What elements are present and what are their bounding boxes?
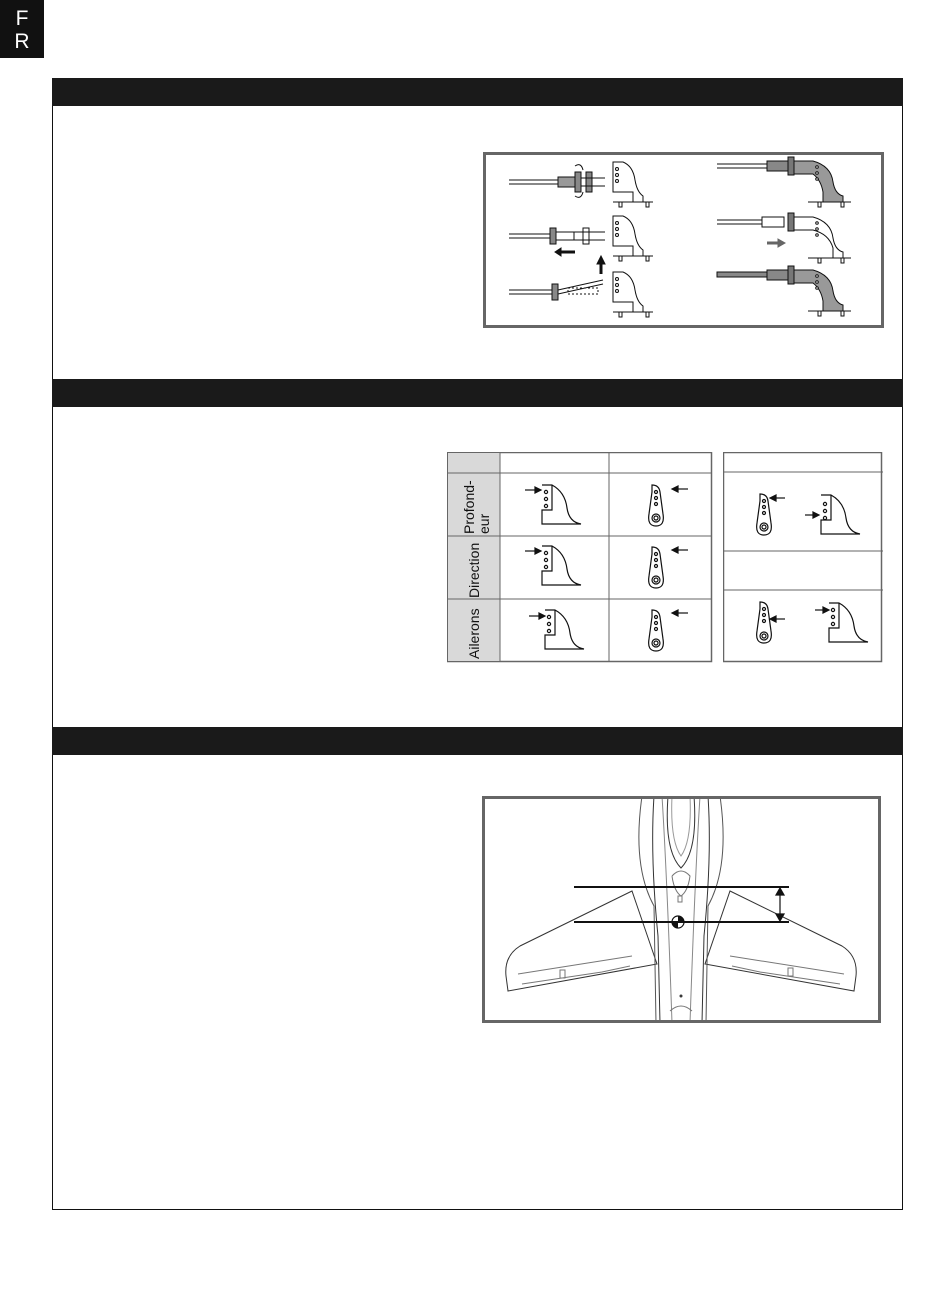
horn-servo-table xyxy=(447,452,713,663)
rate-settings-box xyxy=(723,452,883,663)
row-label-elevator-line1: Profond- xyxy=(461,480,477,534)
language-letter-2: R xyxy=(14,30,30,53)
section-3-header-bar xyxy=(52,727,903,755)
row-label-elevator-line2: eur xyxy=(476,513,492,534)
language-tab xyxy=(0,0,44,58)
row-label-ailerons: Ailerons xyxy=(466,608,482,659)
language-letter-1: F xyxy=(15,7,29,30)
clevis-figure xyxy=(483,152,884,328)
section-1-header-bar xyxy=(52,78,903,106)
section-2-header-bar xyxy=(52,379,903,407)
row-label-rudder: Direction xyxy=(466,542,482,598)
center-of-gravity-figure xyxy=(482,796,881,1023)
